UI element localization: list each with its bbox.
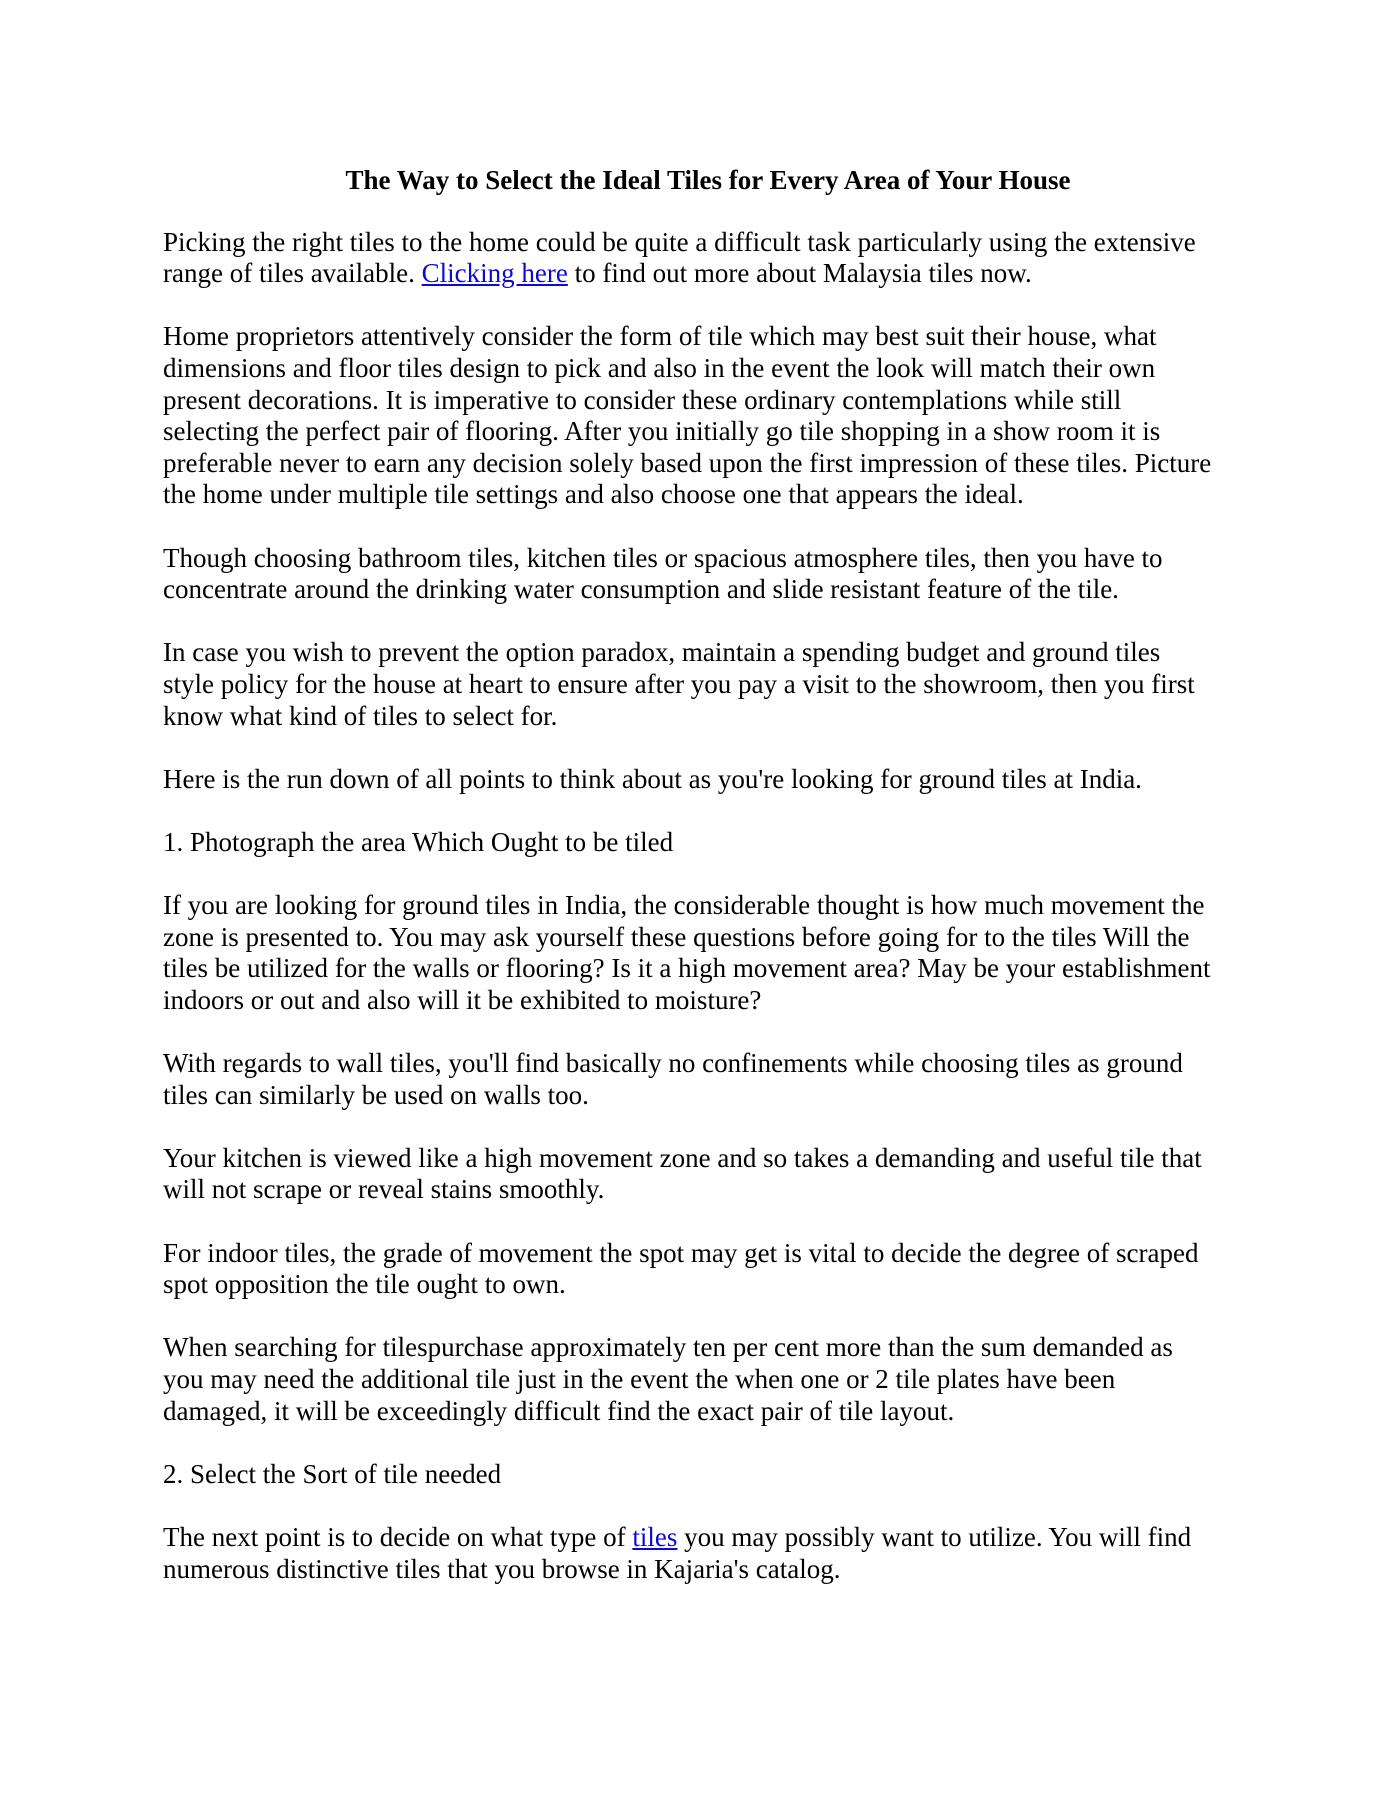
- text-line: tiles can similarly be used on walls too.: [163, 1079, 589, 1110]
- document-page: [163, 165, 1253, 1617]
- paragraph: [163, 1238, 1253, 1301]
- text-line: Though choosing bathroom tiles, kitchen tiles or spacious atmosphere tiles, then you have to: [163, 542, 1163, 573]
- section-heading-2: [163, 1459, 1253, 1491]
- text-segment: you may possibly want to utilize. You will find: [677, 1521, 1192, 1552]
- paragraph-tile-types: [163, 1522, 1253, 1585]
- paragraph: [163, 321, 1253, 511]
- heading-text: 2. Select the Sort of tile needed: [163, 1458, 502, 1489]
- text-line: damaged, it will be exceedingly difficult find the exact pair of tile layout.: [163, 1395, 955, 1426]
- text-line: Here is the run down of all points to think about as you're looking for ground tiles at India.: [163, 763, 1142, 794]
- text-line: you may need the additional tile just in the event the when one or 2 tile plates have been: [163, 1363, 1116, 1394]
- tiles-link[interactable]: tiles: [632, 1521, 678, 1552]
- clicking-here-link[interactable]: Clicking here: [421, 258, 568, 289]
- paragraph: [163, 764, 1253, 796]
- text-line: zone is presented to. You may ask yourself these questions before going for to the tiles Will the: [163, 921, 1190, 952]
- paragraph: [163, 543, 1253, 606]
- document-title: The Way to Select the Ideal Tiles for Every Area of Your House: [345, 165, 1071, 195]
- text-line: Home proprietors attentively consider the form of tile which may best suit their house, what: [163, 321, 1157, 352]
- text-segment: The next point is to decide on what type of: [163, 1521, 633, 1552]
- text-line: tiles be utilized for the walls or flooring? Is it a high movement area? May be your establishment: [163, 953, 1211, 984]
- text-line: If you are looking for ground tiles in India, the considerable thought is how much movement the: [163, 890, 1205, 921]
- text-line: the home under multiple tile settings and also choose one that appears the ideal.: [163, 479, 1024, 510]
- text-line: Your kitchen is viewed like a high movement zone and so takes a demanding and useful tile that: [163, 1142, 1202, 1173]
- paragraph: [163, 1048, 1253, 1111]
- text-line: dimensions and floor tiles design to pick and also in the event the look will match their own: [163, 352, 1156, 383]
- text-line: With regards to wall tiles, you'll find basically no confinements while choosing tiles as ground: [163, 1048, 1183, 1079]
- heading-text: 1. Photograph the area Which Ought to be tiled: [163, 826, 674, 857]
- text-line: In case you wish to prevent the option paradox, maintain a spending budget and ground tiles: [163, 637, 1161, 668]
- text-line: Picking the right tiles to the home could be quite a difficult task particularly using the extensive: [163, 226, 1196, 257]
- text-line: know what kind of tiles to select for.: [163, 700, 558, 731]
- paragraph-intro: [163, 227, 1253, 290]
- text-line: selecting the perfect pair of flooring. After you initially go tile shopping in a show room it is: [163, 416, 1161, 447]
- text-line: [163, 1522, 1253, 1554]
- paragraph: [163, 1143, 1253, 1206]
- paragraph: [163, 637, 1253, 732]
- text-line: present decorations. It is imperative to consider these ordinary contemplations while still: [163, 384, 1122, 415]
- section-heading-1: [163, 827, 1253, 859]
- paragraph: [163, 1332, 1253, 1427]
- text-line: indoors or out and also will it be exhibited to moisture?: [163, 984, 762, 1015]
- text-line: When searching for tilespurchase approximately ten per cent more than the sum demanded as: [163, 1332, 1173, 1363]
- text-line: spot opposition the tile ought to own.: [163, 1269, 566, 1300]
- text-line: numerous distinctive tiles that you browse in Kajaria's catalog.: [163, 1553, 841, 1584]
- text-segment: to find out more about Malaysia tiles now.: [567, 258, 1032, 289]
- text-line: concentrate around the drinking water consumption and slide resistant feature of the tile.: [163, 574, 1119, 605]
- text-line: For indoor tiles, the grade of movement the spot may get is vital to decide the degree of scraped: [163, 1237, 1199, 1268]
- text-line: style policy for the house at heart to ensure after you pay a visit to the showroom, then you first: [163, 668, 1195, 699]
- paragraph: [163, 890, 1253, 1016]
- text-line: [163, 258, 1253, 290]
- text-segment: range of tiles available.: [163, 258, 422, 289]
- text-line: preferable never to earn any decision solely based upon the first impression of these tiles. Picture: [163, 447, 1212, 478]
- text-line: will not scrape or reveal stains smoothly.: [163, 1174, 605, 1205]
